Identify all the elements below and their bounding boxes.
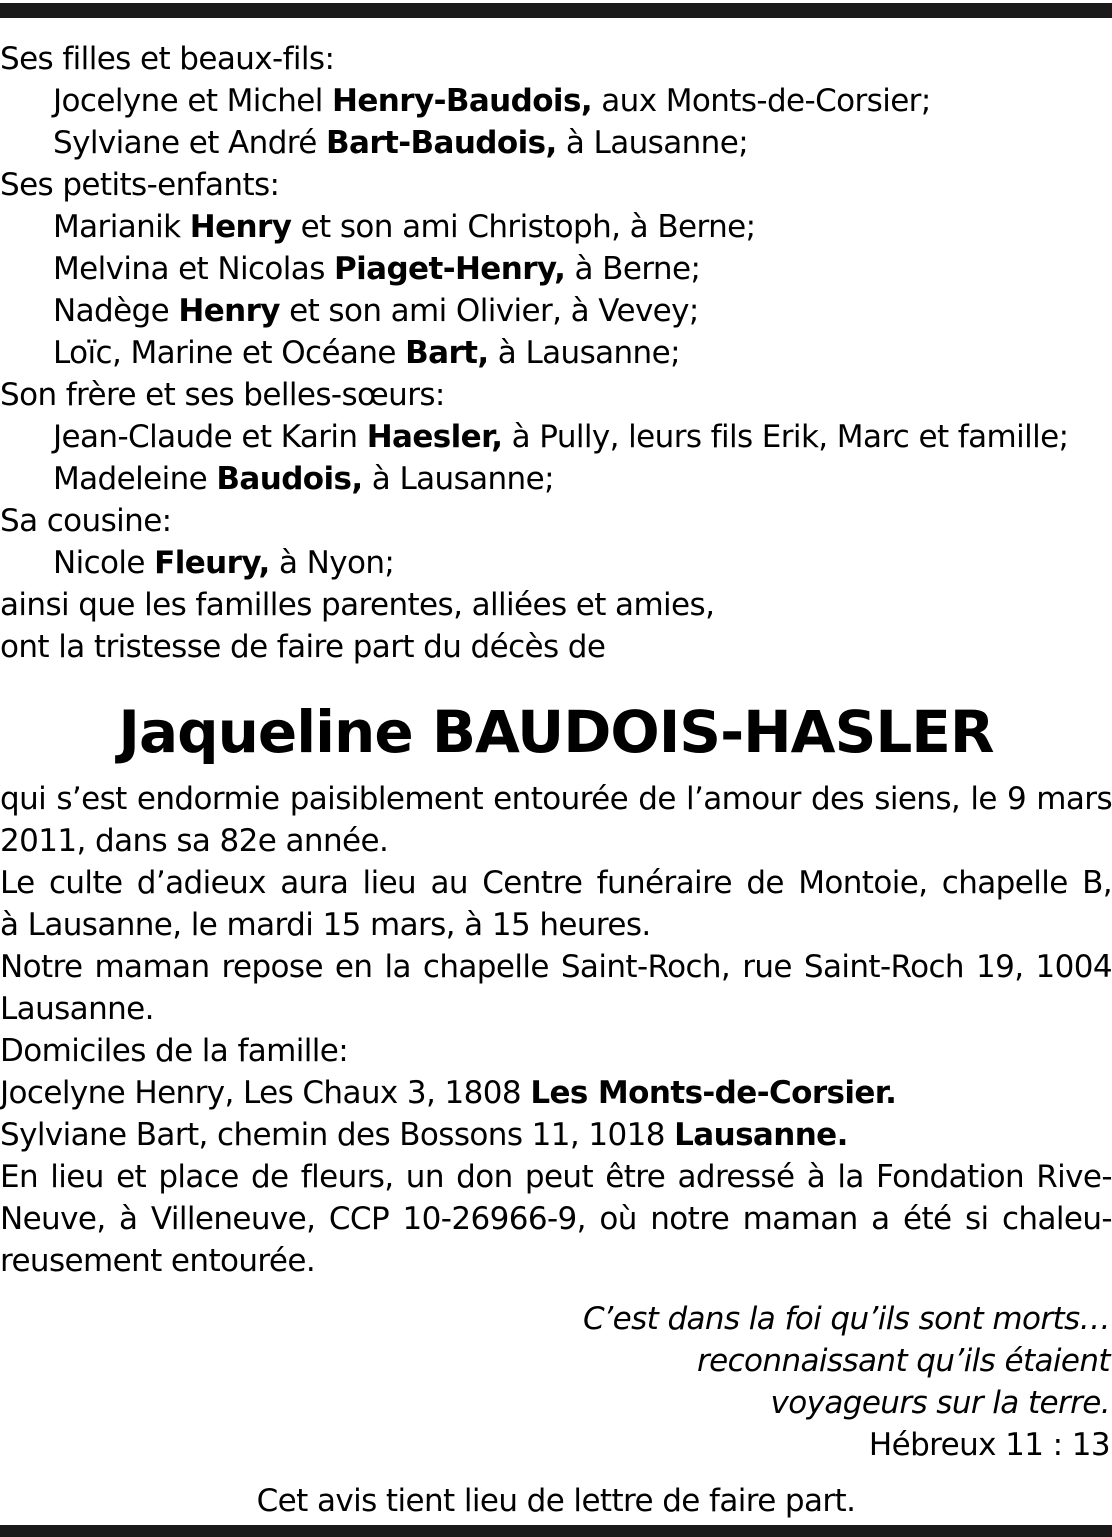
- quote-line: reconnaissant qu’ils étaient: [696, 1343, 1110, 1379]
- domicile-entry: Sylviane Bart, chemin des Bossons 11, 1018 Lausanne.: [0, 1117, 848, 1153]
- quote-line: C’est dans la foi qu’ils sont morts…: [583, 1301, 1110, 1337]
- domicile-entry: Jocelyne Henry, Les Chaux 3, 1808 Les Monts-de-Corsier.: [0, 1075, 897, 1111]
- family-entry: Nicole Fleury, à Nyon;: [53, 545, 395, 581]
- bottom-rule: [0, 1525, 1112, 1537]
- body-line: 2011, dans sa 82e année.: [0, 823, 389, 859]
- daughters-heading: Ses filles et beaux-fils:: [0, 41, 335, 77]
- closing-line: ont la tristesse de faire part du décès de: [0, 629, 606, 665]
- obituary-notice: [0, 38, 1112, 1522]
- announcement-body: [0, 778, 1112, 1282]
- grandchildren-heading: Ses petits-enfants:: [0, 167, 280, 203]
- family-entry: Jean-Claude et Karin Haesler, à Pully, leurs fils Erik, Marc et famille;: [53, 419, 1069, 455]
- family-entry: Madeleine Baudois, à Lausanne;: [53, 461, 554, 497]
- body-line: qui s’est endormie paisiblement entourée de l’amour des siens, le 9 mars: [0, 781, 1112, 817]
- body-line: Neuve, à Villeneuve, CCP 10-26966-9, où notre maman a été si chaleu-: [0, 1201, 1112, 1237]
- siblings-heading: Son frère et ses belles-sœurs:: [0, 377, 445, 413]
- body-line: En lieu et place de fleurs, un don peut être adressé à la Fondation Rive-: [0, 1159, 1112, 1195]
- body-line: à Lausanne, le mardi 15 mars, à 15 heures.: [0, 907, 651, 943]
- bible-quote: [0, 1298, 1112, 1466]
- quote-reference: Hébreux 11 : 13: [868, 1427, 1110, 1463]
- family-entry: Loïc, Marine et Océane Bart, à Lausanne;: [53, 335, 680, 371]
- body-line: Le culte d’adieux aura lieu au Centre funéraire de Montoie, chapelle B,: [0, 865, 1112, 901]
- top-rule: [0, 3, 1112, 18]
- family-entry: Nadège Henry et son ami Olivier, à Vevey;: [53, 293, 699, 329]
- family-entry: Melvina et Nicolas Piaget-Henry, à Berne;: [53, 251, 701, 287]
- footer-note: Cet avis tient lieu de lettre de faire part.: [256, 1483, 856, 1519]
- cousin-heading: Sa cousine:: [0, 503, 172, 539]
- body-line: Notre maman repose en la chapelle Saint-Roch, rue Saint-Roch 19, 1004: [0, 949, 1112, 985]
- family-entry: Marianik Henry et son ami Christoph, à Berne;: [53, 209, 756, 245]
- closing-line: ainsi que les familles parentes, alliées et amies,: [0, 587, 715, 623]
- deceased-name: Jaqueline BAUDOIS-HASLER: [118, 698, 994, 766]
- body-line: Lausanne.: [0, 991, 154, 1027]
- family-entry: Sylviane et André Bart-Baudois, à Lausanne;: [53, 125, 749, 161]
- domiciles-heading: Domiciles de la famille:: [0, 1033, 349, 1069]
- family-entry: Jocelyne et Michel Henry-Baudois, aux Monts-de-Corsier;: [53, 83, 931, 119]
- quote-line: voyageurs sur la terre.: [770, 1385, 1110, 1421]
- body-line: reusement entourée.: [0, 1243, 316, 1279]
